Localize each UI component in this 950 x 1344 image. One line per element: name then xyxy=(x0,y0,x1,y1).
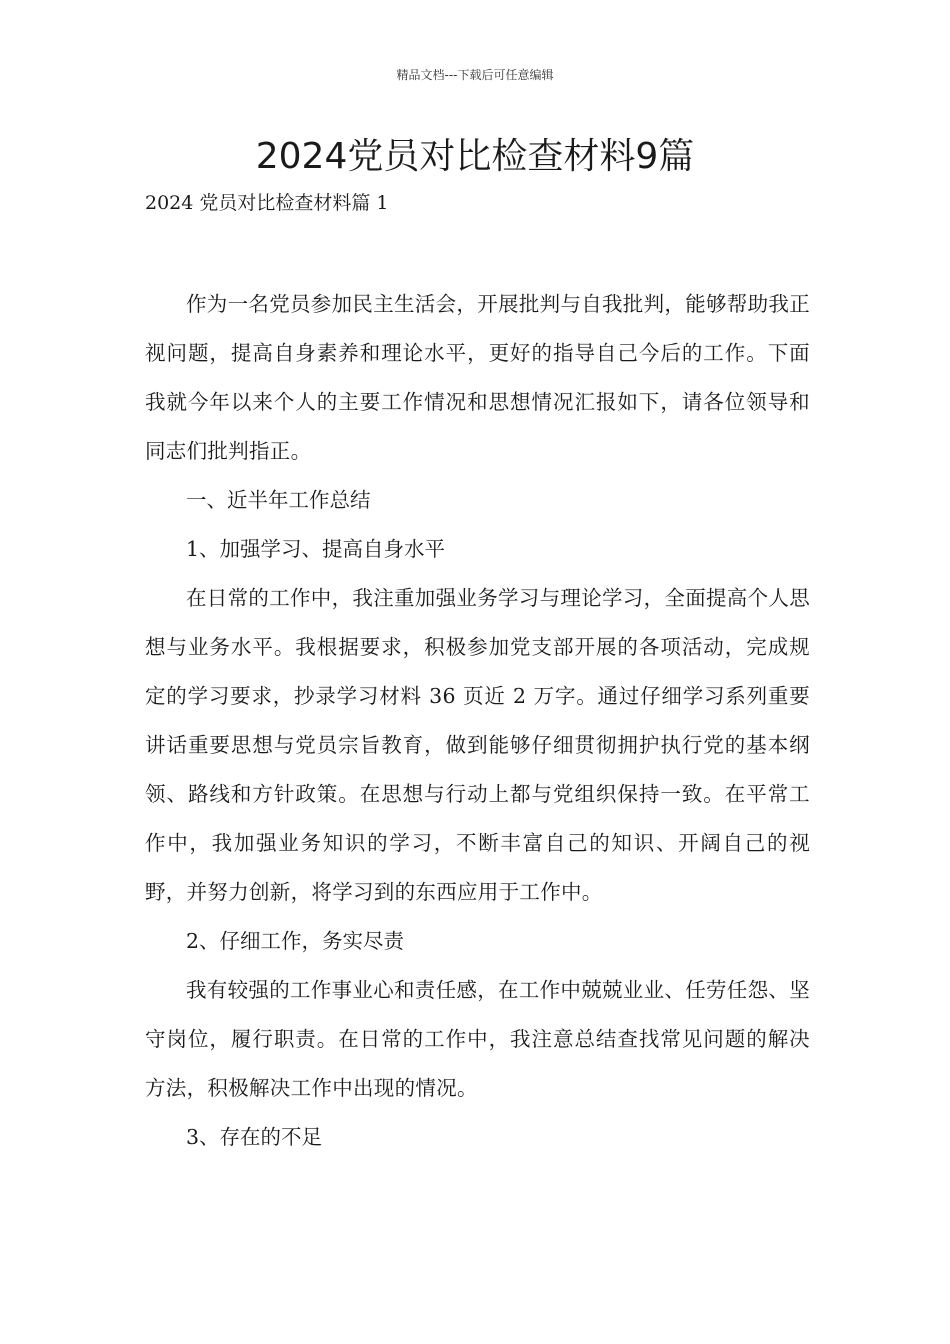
section-heading-summary: 一、近半年工作总结 xyxy=(186,488,371,512)
paragraph-study: 在日常的工作中，我注重加强业务学习与理论学习，全面提高个人思想与业务水平。我根据要求，积极参加党支部开展的各项活动，完成规定的学习要求，抄录学习材料 36 页近 2 万字。通过仔细学习系列重要讲话重要思想与党员宗旨教育，做到能够仔细贯彻拥护执行党的基本纲领、路线和方针政策。在思想与行动上都与党组织保持一致。在平常工作中，我加强业务知识的学习，不断丰富自己的知识、开阔自己的视野，并努力创新，将学习到的东西应用于工作中。 xyxy=(145,586,810,904)
document-subtitle: 2024 党员对比检查材料篇 1 xyxy=(145,192,389,214)
subsection-heading-study: 1、加强学习、提高自身水平 xyxy=(186,537,446,561)
header-note: 精品文档---下载后可任意编辑 xyxy=(396,68,554,82)
subsection-heading-shortcomings: 3、存在的不足 xyxy=(186,1125,323,1149)
document-body xyxy=(145,280,810,1162)
paragraph-intro: 作为一名党员参加民主生活会，开展批判与自我批判，能够帮助我正视问题，提高自身素养和理论水平，更好的指导自己今后的工作。下面我就今年以来个人的主要工作情况和思想情况汇报如下，请各位领导和同志们批判指正。 xyxy=(145,292,810,463)
paragraph-work: 我有较强的工作事业心和责任感，在工作中兢兢业业、任劳任怨、坚守岗位，履行职责。在日常的工作中，我注意总结查找常见问题的解决方法，积极解决工作中出现的情况。 xyxy=(145,978,810,1100)
subsection-heading-work: 2、仔细工作，务实尽责 xyxy=(186,929,405,953)
document-title: 2024党员对比检查材料9篇 xyxy=(255,136,695,177)
